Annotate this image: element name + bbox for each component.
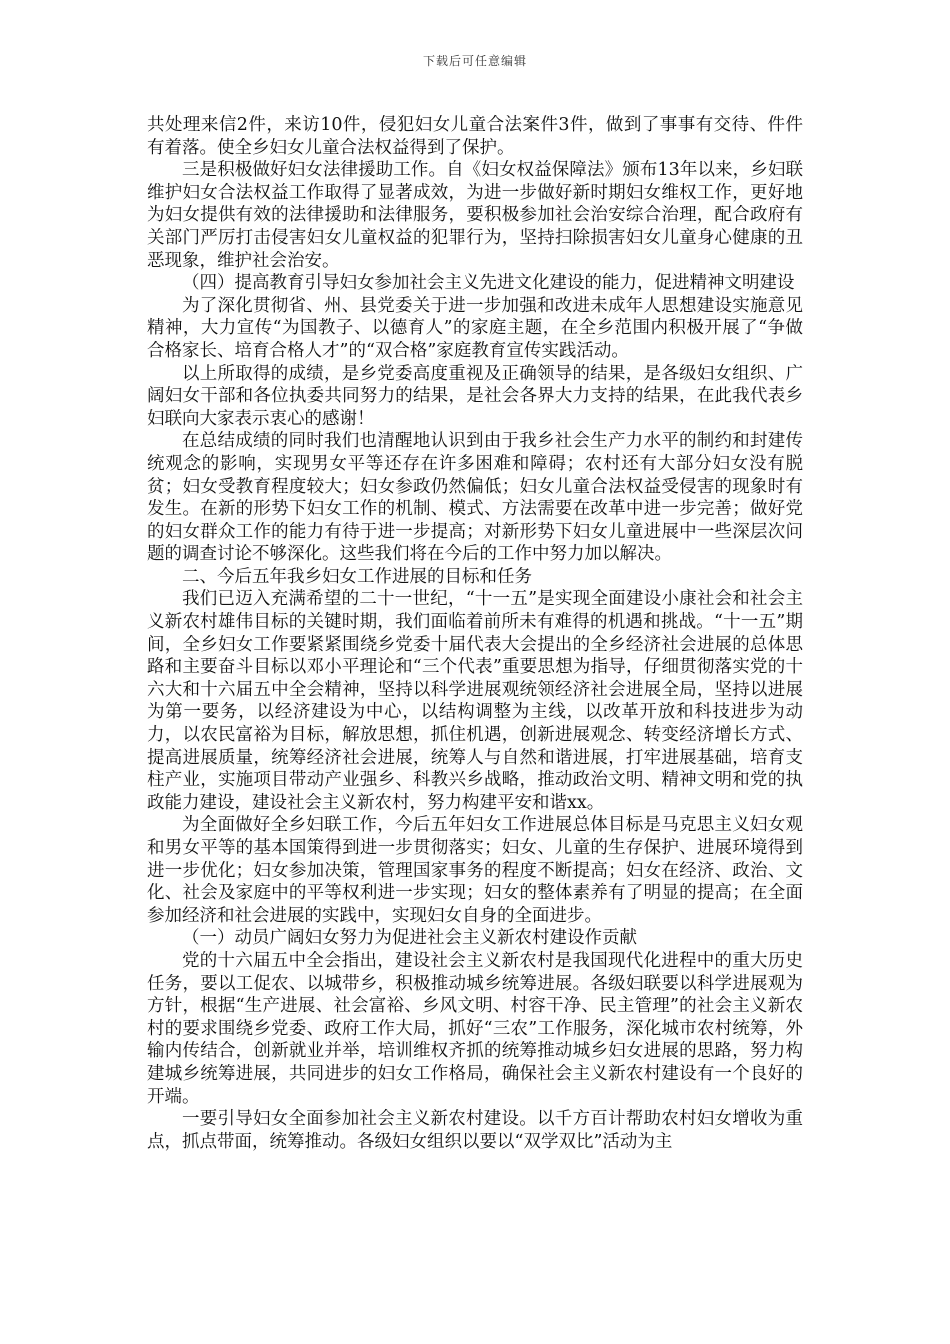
paragraph: 三是积极做好妇女法律援助工作。自《妇女权益保障法》颁布13年以来，乡妇联维护妇女合法权益工作取得了显著成效，为进一步做好新时期妇女维权工作，更好地为妇女提供有效的法律援助和法律服务，要积极参加社会治安综合治理，配合政府有关部门严厉打击侵害妇女儿童权益的犯罪行为，坚持扫除损害妇女儿童身心健康的丑恶现象，维护社会治安。 bbox=[147, 160, 803, 271]
paragraph: 党的十六届五中全会指出，建设社会主义新农村是我国现代化进程中的重大历史任务，要以工促农、以城带乡，积极推动城乡统筹进展。各级妇联要以科学进展观为方针，根据“生产进展、社会富裕、乡风文明、村容干净、民主管理”的社会主义新农村的要求围绕乡党委、政府工作大局，抓好“三农”工作服务，深化城市农村统筹，外输内传结合，创新就业并举，培训维权齐抓的统筹推动城乡妇女进展的思路，努力构建城乡统筹进展，共同进步的妇女工作格局，确保社会主义新农村建设有一个良好的开端。 bbox=[147, 950, 803, 1107]
page-header: 下载后可任意编辑 bbox=[422, 54, 527, 68]
section-heading: （一）动员广阔妇女努力为促进社会主义新农村建设作贡献 bbox=[182, 928, 637, 949]
paragraph: 我们已迈入充满希望的二十一世纪，“十一五”是实现全面建设小康社会和社会主义新农村雄伟目标的关键时期，我们面临着前所未有难得的机遇和挑战。“十一五”期间，全乡妇女工作要紧紧围绕乡党委十届代表大会提出的全乡经济社会进展的总体思路和主要奋斗目标以邓小平理论和“三个代表”重要思想为指导，仔细贯彻落实党的十六大和十六届五中全会精神，坚持以科学进展观统领经济社会进展全局，坚持以进展为第一要务，以经济建设为中心，以结构调整为主线，以改革开放和科技进步为动力，以农民富裕为目标，解放思想，抓住机遇，创新进展观念、转变经济增长方式、提高进展质量，统筹经济社会进展，统筹人与自然和谐进展，打牢进展基础，培育支柱产业，实施项目带动产业强乡、科教兴乡战略，推动政治文明、精神文明和党的执政能力建设，建设社会主义新农村，努力构建平安和谐xx。 bbox=[147, 589, 803, 813]
paragraph: 共处理来信2件，来访10件，侵犯妇女儿童合法案件3件，做到了事事有交待、件件有着落。使全乡妇女儿童合法权益得到了保护。 bbox=[147, 115, 803, 158]
section-heading: （四）提高教育引导妇女参加社会主义先进文化建设的能力，促进精神文明建设 bbox=[182, 273, 795, 294]
paragraph: 为全面做好全乡妇联工作，今后五年妇女工作进展总体目标是马克思主义妇女观和男女平等的基本国策得到进一步贯彻落实；妇女、儿童的生存保护、进展环境得到进一步优化；妇女参加决策，管理国家事务的程度不断提高；妇女在经济、政治、文化、社会及家庭中的平等权利进一步实现；妇女的整体素养有了明显的提高；在全面参加经济和社会进展的实践中，实现妇女自身的全面进步。 bbox=[147, 815, 803, 926]
paragraph: 在总结成绩的同时我们也清醒地认识到由于我乡社会生产力水平的制约和封建传统观念的影响，实现男女平等还存在许多困难和障碍；农村还有大部分妇女没有脱贫；妇女受教育程度较大；妇女参政仍然偏低；妇女儿童合法权益受侵害的现象时有发生。在新的形势下妇女工作的机制、模式、方法需要在改革中进一步完善；做好党的妇女群众工作的能力有待于进一步提高；对新形势下妇女儿童进展中一些深层次问题的调查讨论不够深化。这些我们将在今后的工作中努力加以解决。 bbox=[147, 431, 803, 565]
section-heading: 二、今后五年我乡妇女工作进展的目标和任务 bbox=[182, 566, 532, 587]
paragraph: 以上所取得的成绩，是乡党委高度重视及正确领导的结果，是各级妇女组织、广阔妇女干部和各位执委共同努力的结果，是社会各界大力支持的结果，在此我代表乡妇联向大家表示衷心的感谢！ bbox=[147, 363, 803, 429]
document-body bbox=[147, 114, 803, 1153]
paragraph: 为了深化贯彻省、州、县党委关于进一步加强和改进未成年人思想建设实施意见精神，大力宣传“为国教子、以德育人”的家庭主题，在全乡范围内积极开展了“争做合格家长、培育合格人才”的“双合格”家庭教育宣传实践活动。 bbox=[147, 295, 803, 361]
paragraph: 一要引导妇女全面参加社会主义新农村建设。以千方百计帮助农村妇女增收为重点，抓点带面，统筹推动。各级妇女组织以要以“双学双比”活动为主 bbox=[147, 1109, 803, 1152]
